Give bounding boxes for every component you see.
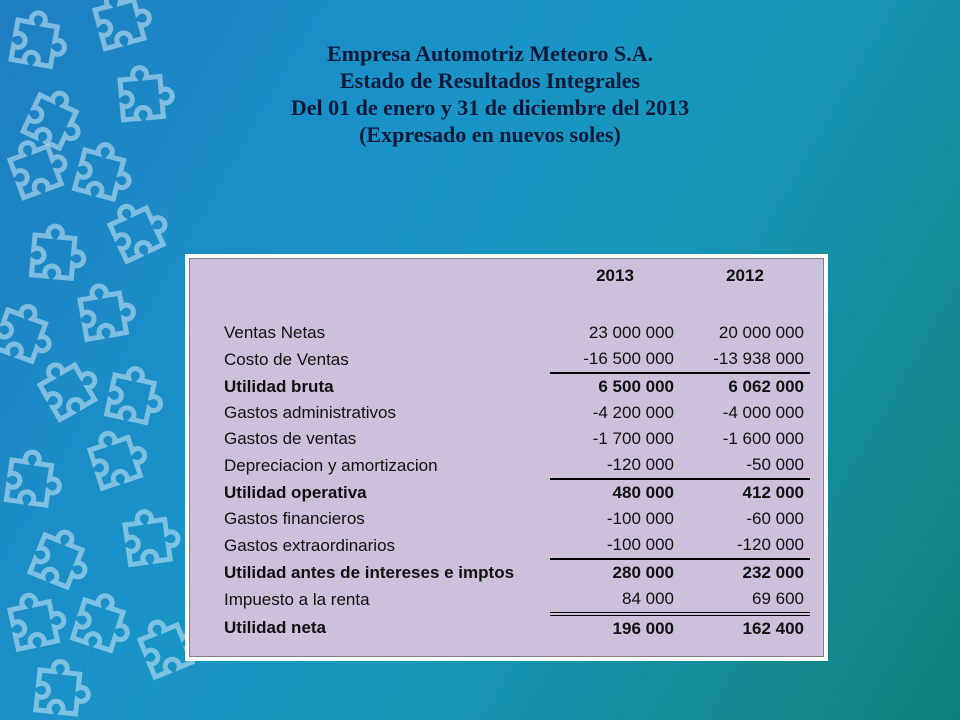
row-label: Utilidad antes de intereses e imptos	[224, 562, 515, 582]
table-row	[224, 426, 810, 452]
value-2012: 232 000	[680, 559, 810, 586]
table-row	[224, 346, 810, 373]
income-statement-table	[224, 262, 810, 642]
row-label: Utilidad operativa	[224, 482, 367, 502]
value-2012: -60 000	[746, 509, 804, 528]
value-2013: 480 000	[550, 479, 680, 506]
slide-title	[190, 40, 790, 148]
value-2013: -4 200 000	[592, 403, 674, 422]
table-row-total	[224, 614, 810, 642]
row-label: Gastos de ventas	[224, 429, 357, 448]
table-row	[224, 532, 810, 559]
value-2012: 20 000 000	[718, 323, 804, 342]
row-label: Gastos financieros	[224, 509, 365, 528]
row-label: Ventas Netas	[224, 323, 326, 342]
value-2012: 412 000	[680, 479, 810, 506]
puzzle-pieces-decoration	[0, 0, 200, 720]
row-label: Impuesto a la renta	[224, 590, 370, 609]
value-2012: -1 600 000	[722, 429, 804, 448]
row-label: Utilidad bruta	[224, 376, 334, 396]
value-2012: 162 400	[680, 614, 810, 642]
value-2013: 196 000	[550, 614, 680, 642]
row-label: Depreciacion y amortizacion	[224, 455, 438, 475]
value-2013: -120 000	[606, 455, 674, 474]
table-row	[224, 506, 810, 532]
value-2013: 84 000	[622, 589, 674, 608]
value-2013: -100 000	[606, 535, 674, 554]
statement-name: Estado de Resultados Integrales	[339, 68, 641, 93]
value-2012: -4 000 000	[722, 403, 804, 422]
table-header-row	[224, 262, 810, 290]
row-label: Utilidad neta	[224, 618, 327, 637]
row-label: Gastos extraordinarios	[224, 535, 396, 555]
company-name: Empresa Automotriz Meteoro S.A.	[326, 41, 654, 66]
table-row	[224, 320, 810, 346]
table-row	[224, 400, 810, 426]
value-2013: 6 500 000	[550, 373, 680, 400]
value-2013: -1 700 000	[592, 429, 674, 448]
value-2013: -16 500 000	[583, 349, 674, 368]
value-2012: -13 938 000	[713, 349, 804, 368]
row-label: Gastos administrativos	[224, 403, 396, 422]
table-row-subtotal	[224, 559, 810, 586]
value-2012: -120 000	[736, 535, 804, 554]
column-header-2013: 2013	[596, 266, 634, 285]
spreadsheet	[189, 258, 824, 657]
table-row	[224, 452, 810, 479]
table-row-subtotal	[224, 479, 810, 506]
table-row-subtotal	[224, 373, 810, 400]
column-header-2012: 2012	[726, 266, 764, 285]
row-label: Costo de Ventas	[224, 349, 349, 369]
value-2012: 69 600	[752, 589, 804, 608]
value-2013: 23 000 000	[588, 323, 674, 342]
table-row	[224, 586, 810, 614]
value-2012: 6 062 000	[680, 373, 810, 400]
statement-currency: (Expresado en nuevos soles)	[359, 122, 621, 147]
value-2013: 280 000	[550, 559, 680, 586]
statement-period: Del 01 de enero y 31 de diciembre del 2013	[290, 95, 690, 120]
value-2012: -50 000	[746, 455, 804, 474]
value-2013: -100 000	[606, 509, 674, 528]
income-statement-image	[185, 254, 828, 661]
